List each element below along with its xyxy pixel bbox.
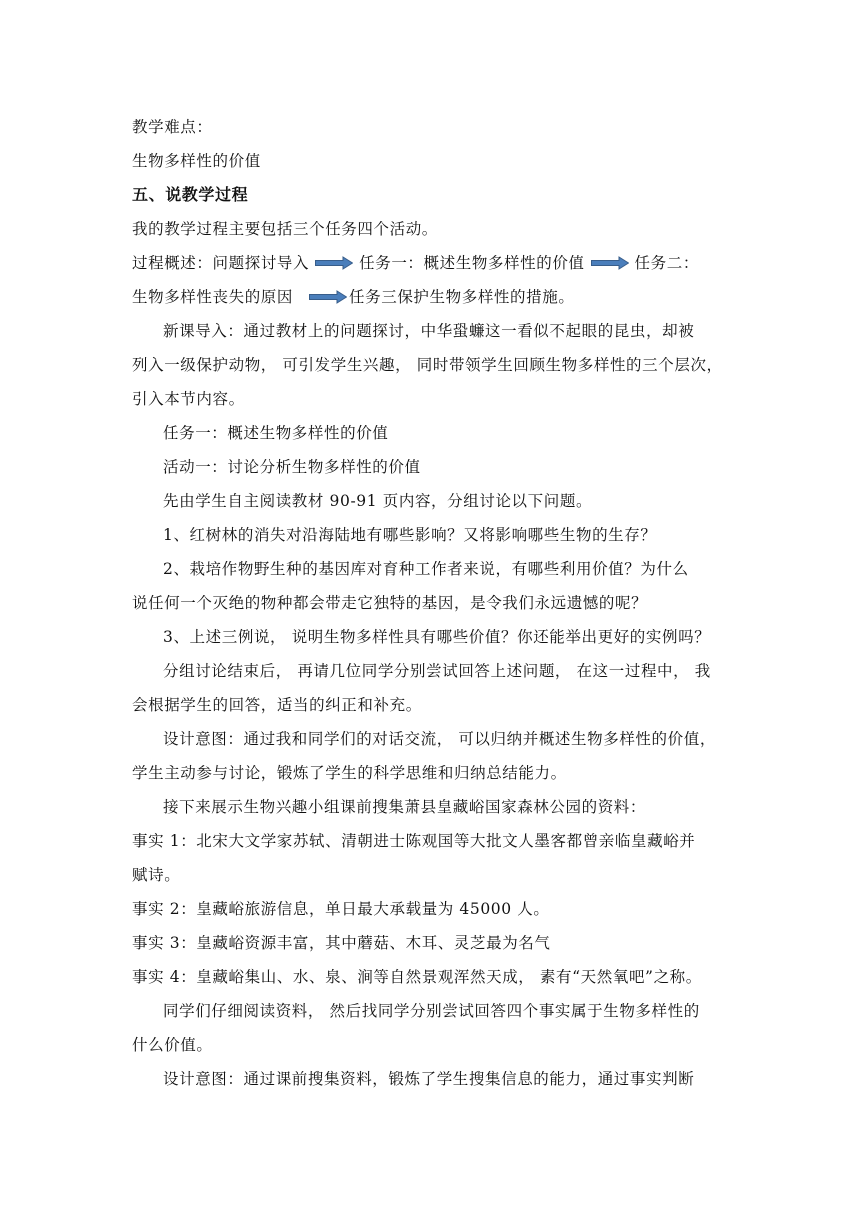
section-heading: 五、说教学过程 xyxy=(132,185,249,204)
design-intent-1-cont: 学生主动参与讨论，锻炼了学生的科学思维和归纳总结能力。 xyxy=(132,764,567,782)
lead-in-line: 引入本节内容。 xyxy=(132,390,245,408)
fact-3: 事实 3：皇藏峪资源丰富，其中蘑菇、木耳、灵芝最为名气 xyxy=(132,934,551,952)
read-instruction: 先由学生自主阅读教材 90-91 页内容，分组讨论以下问题。 xyxy=(163,492,593,510)
design-intent-1: 设计意图：通过我和同学们的对话交流， 可以归纳并概述生物多样性的价值， xyxy=(163,730,716,748)
task1-title: 任务一：概述生物多样性的价值 xyxy=(163,424,389,442)
overview-step1: 问题探讨导入 xyxy=(212,254,310,272)
students-read-cont: 什么价值。 xyxy=(132,1036,213,1054)
question-2: 2、栽培作物野生种的基因库对育种工作者来说，有哪些利用价值？为什么 xyxy=(163,560,689,578)
overview-step3-head: 任务二： xyxy=(634,254,699,272)
activity1-title: 活动一：讨论分析生物多样性的价值 xyxy=(163,458,421,476)
question-2-cont: 说任何一个灭绝的物种都会带走它独特的基因，是令我们永远遗憾的呢？ xyxy=(132,594,648,612)
fact-4: 事实 4：皇藏峪集山、水、泉、涧等自然景观浑然天成， 素有“天然氧吧”之称。 xyxy=(132,968,702,986)
intro-paragraph: 我的教学过程主要包括三个任务四个活动。 xyxy=(132,220,438,238)
after-discussion: 分组讨论结束后， 再请几位同学分别尝试回答上述问题， 在这一过程中， 我 xyxy=(163,662,711,680)
right-arrow-icon xyxy=(315,256,353,270)
overview-step2: 任务一：概述生物多样性的价值 xyxy=(359,254,585,272)
process-overview-cont xyxy=(132,280,732,314)
lead-in-line: 新课导入：通过教材上的问题探讨，中华蛩蠊这一看似不起眼的昆虫，却被 xyxy=(163,322,695,340)
after-discussion-cont: 会根据学生的回答，适当的纠正和补充。 xyxy=(132,696,422,714)
overview-prefix: 过程概述： xyxy=(132,254,213,272)
students-read: 同学们仔细阅读资料， 然后找同学分别尝试回答四个事实属于生物多样性的 xyxy=(163,1002,700,1020)
lead-in-line: 列入一级保护动物， 可引发学生兴趣， 同时带领学生回顾生物多样性的三个层次， xyxy=(132,356,723,374)
overview-step4: 任务三保护生物多样性的措施。 xyxy=(349,288,575,306)
difficulty-label: 教学难点： xyxy=(132,118,213,136)
overview-step3-tail: 生物多样性丧失的原因 xyxy=(132,288,294,306)
show-materials: 接下来展示生物兴趣小组课前搜集萧县皇藏峪国家森林公园的资料： xyxy=(163,798,647,816)
fact-1: 事实 1：北宋大文学家苏轼、清朝进士陈观国等大批文人墨客都曾亲临皇藏峪并 xyxy=(132,832,696,850)
question-3: 3、上述三例说， 说明生物多样性具有哪些价值？你还能举出更好的实例吗？ xyxy=(163,628,711,646)
fact-1-cont: 赋诗。 xyxy=(132,866,181,884)
right-arrow-icon xyxy=(591,256,629,270)
fact-2: 事实 2：皇藏峪旅游信息，单日最大承载量为 45000 人。 xyxy=(132,900,550,918)
design-intent-2: 设计意图：通过课前搜集资料，锻炼了学生搜集信息的能力，通过事实判断 xyxy=(163,1070,695,1088)
document-page xyxy=(132,110,732,1096)
right-arrow-icon xyxy=(309,290,347,304)
process-overview xyxy=(132,246,732,280)
question-1: 1、红树林的消失对沿海陆地有哪些影响？又将影响哪些生物的生存？ xyxy=(163,526,657,544)
difficulty-content: 生物多样性的价值 xyxy=(132,152,261,170)
